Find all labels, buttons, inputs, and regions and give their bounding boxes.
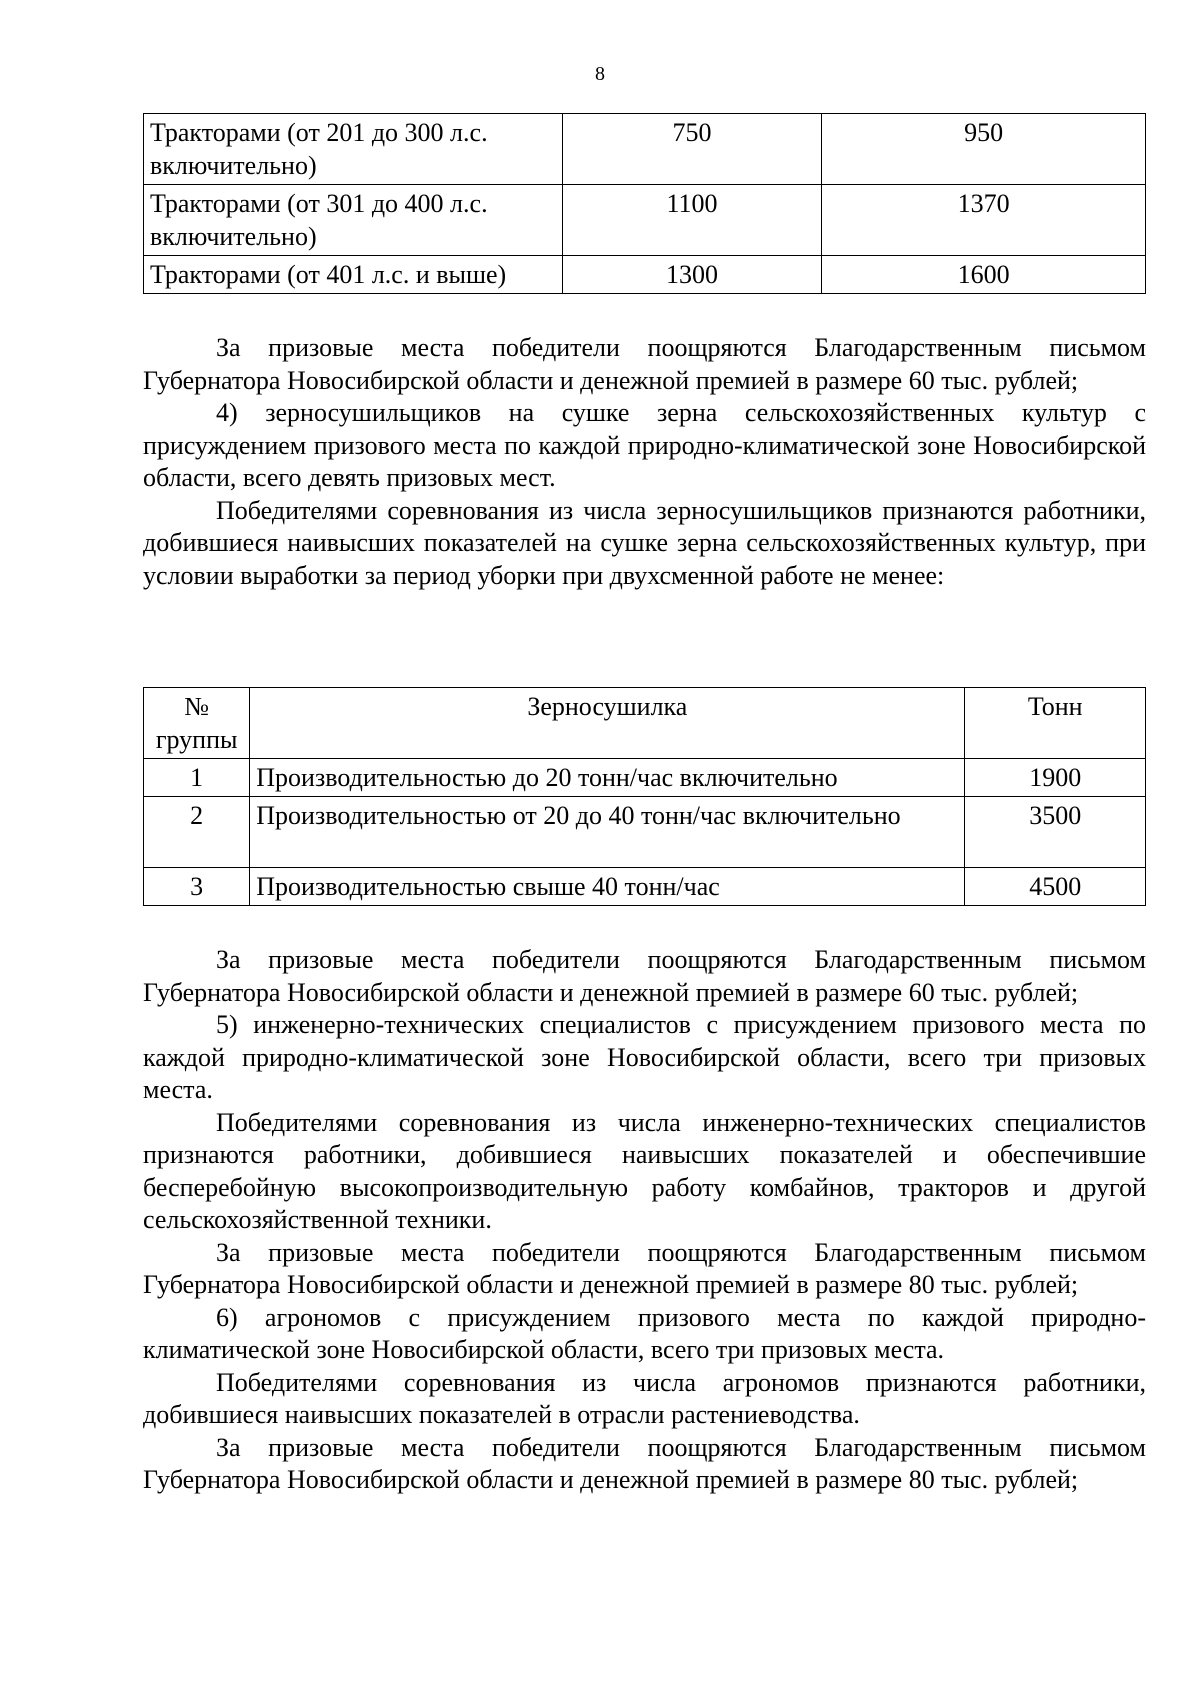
- table-cell-group: 2: [144, 797, 250, 868]
- grain-dryer-table: [143, 687, 1146, 906]
- paragraph: 4) зерносушильщиков на сушке зерна сельскохозяйственных культур с присуждением призового места по каждой природно-климатической зоне Новосибирской области, всего девять призовых мест.: [143, 398, 1146, 492]
- header-tons: Тонн: [965, 688, 1146, 759]
- paragraph: За призовые места победители поощряются Благодарственным письмом Губернатора Новосибирской области и денежной премией в размере 80 тыс. рублей;: [143, 1432, 1146, 1494]
- table-cell-value: 1600: [822, 256, 1146, 294]
- table-cell-group: 3: [144, 868, 250, 906]
- table-cell-label: Тракторами (от 201 до 300 л.с. включительно): [144, 114, 563, 185]
- table-cell-value: 950: [822, 114, 1146, 185]
- table-row: [144, 114, 1146, 185]
- table-header-row: [144, 688, 1146, 759]
- table-cell-value: 1300: [562, 256, 821, 294]
- table-cell-tons: 1900: [965, 759, 1146, 797]
- table-cell-value: 750: [562, 114, 821, 185]
- paragraph: Победителями соревнования из числа зерносушильщиков признаются работники, добившиеся наивысших показателей на сушке зерна сельскохозяйственных культур, при условии выработки за период уборки при двухсменной работе не менее:: [143, 495, 1146, 590]
- table-cell-dryer: Производительностью свыше 40 тонн/час: [250, 868, 965, 906]
- header-group: № группы: [144, 688, 250, 759]
- table-cell-dryer: Производительностью до 20 тонн/час включительно: [250, 759, 965, 797]
- table-cell-dryer: Производительностью от 20 до 40 тонн/час включительно: [250, 797, 965, 868]
- table-cell-tons: 4500: [965, 868, 1146, 906]
- table-row: [144, 868, 1146, 906]
- table-cell-value: 1370: [822, 185, 1146, 256]
- text-section-top: [143, 332, 1146, 592]
- table-cell-value: 1100: [562, 185, 821, 256]
- paragraph: За призовые места победители поощряются Благодарственным письмом Губернатора Новосибирской области и денежной премией в размере 60 тыс. рублей;: [143, 945, 1146, 1007]
- paragraph: 6) агрономов с присуждением призового места по каждой природно-климатической зоне Новосибирской области, всего три призовых места.: [143, 1302, 1146, 1364]
- table-cell-label: Тракторами (от 301 до 400 л.с. включительно): [144, 185, 563, 256]
- table-row: [144, 185, 1146, 256]
- paragraph: 5) инженерно-технических специалистов с присуждением призового места по каждой природно-климатической зоне Новосибирской области, всего три призовых места.: [143, 1010, 1146, 1104]
- table-row: [144, 759, 1146, 797]
- paragraph: За призовые места победители поощряются Благодарственным письмом Губернатора Новосибирской области и денежной премией в размере 80 тыс. рублей;: [143, 1237, 1146, 1299]
- table-cell-group: 1: [144, 759, 250, 797]
- header-dryer: Зерносушилка: [250, 688, 965, 759]
- table-cell-label: Тракторами (от 401 л.с. и выше): [144, 256, 563, 294]
- paragraph: Победителями соревнования из числа агрономов признаются работники, добившиеся наивысших показателей в отрасли растениеводства.: [143, 1367, 1146, 1429]
- paragraph: За призовые места победители поощряются Благодарственным письмом Губернатора Новосибирской области и денежной премией в размере 60 тыс. рублей;: [143, 333, 1146, 395]
- table-row: [144, 256, 1146, 294]
- page-number: 8: [595, 63, 605, 85]
- table-row: [144, 797, 1146, 868]
- paragraph: Победителями соревнования из числа инженерно-технических специалистов признаются работники, добившиеся наивысших показателей и обеспечившие бесперебойную высокопроизводительную работу комбайнов, тракторов и другой сельскохозяйственной техники.: [143, 1107, 1146, 1234]
- text-section-bottom: [143, 944, 1146, 1497]
- table-cell-tons: 3500: [965, 797, 1146, 868]
- tractors-table: [143, 113, 1146, 294]
